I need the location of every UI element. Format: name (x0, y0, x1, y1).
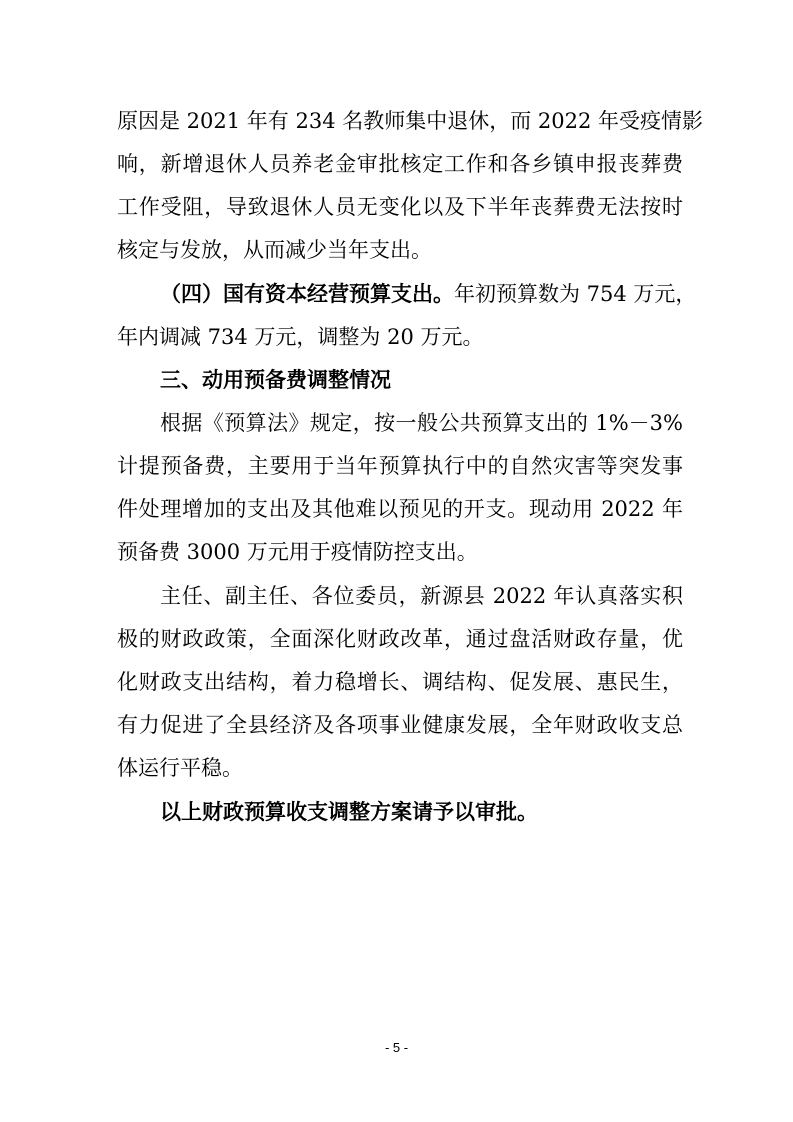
paragraph-line: 核定与发放，从而减少当年支出。 (117, 238, 432, 262)
subsection-heading: （四）国有资本经营预算支出。 (160, 282, 454, 306)
paragraph-line: 体运行平稳。 (117, 756, 243, 780)
paragraph-line: 预备费 3000 万元用于疫情防控支出。 (117, 540, 478, 564)
paragraph-line: 原因是 2021 年有 234 名教师集中退休，而 2022 年受疫情影 (117, 109, 704, 133)
paragraph-line: 计提预备费，主要用于当年预算执行中的自然灾害等突发事 (117, 454, 683, 478)
page-number: - 5 - (384, 1040, 409, 1055)
paragraph-line: 工作受阻，导致退休人员无变化以及下半年丧葬费无法按时 (117, 195, 683, 219)
subsection-text: 年初预算数为 754 万元， (454, 282, 697, 306)
closing-statement: 以上财政预算收支调整方案请予以审批。 (160, 800, 538, 824)
paragraph-line: 有力促进了全县经济及各项事业健康发展，全年财政收支总 (117, 713, 683, 737)
paragraph-line: 化财政支出结构，着力稳增长、调结构、促发展、惠民生， (117, 670, 683, 694)
paragraph-line: 根据《预算法》规定，按一般公共预算支出的 1%－3% (160, 411, 683, 435)
paragraph-line: 主任、副主任、各位委员，新源县 2022 年认真落实积 (160, 584, 683, 608)
subsection-line (160, 274, 697, 314)
paragraph-line: 响，新增退休人员养老金审批核定工作和各乡镇申报丧葬费 (117, 152, 683, 176)
section-heading: 三、动用预备费调整情况 (160, 368, 391, 392)
paragraph-line: 极的财政政策，全面深化财政改革，通过盘活财政存量，优 (117, 627, 683, 651)
paragraph-line: 件处理增加的支出及其他难以预见的开支。现动用 2022 年 (117, 497, 683, 521)
paragraph-line: 年内调减 734 万元，调整为 20 万元。 (117, 325, 484, 349)
